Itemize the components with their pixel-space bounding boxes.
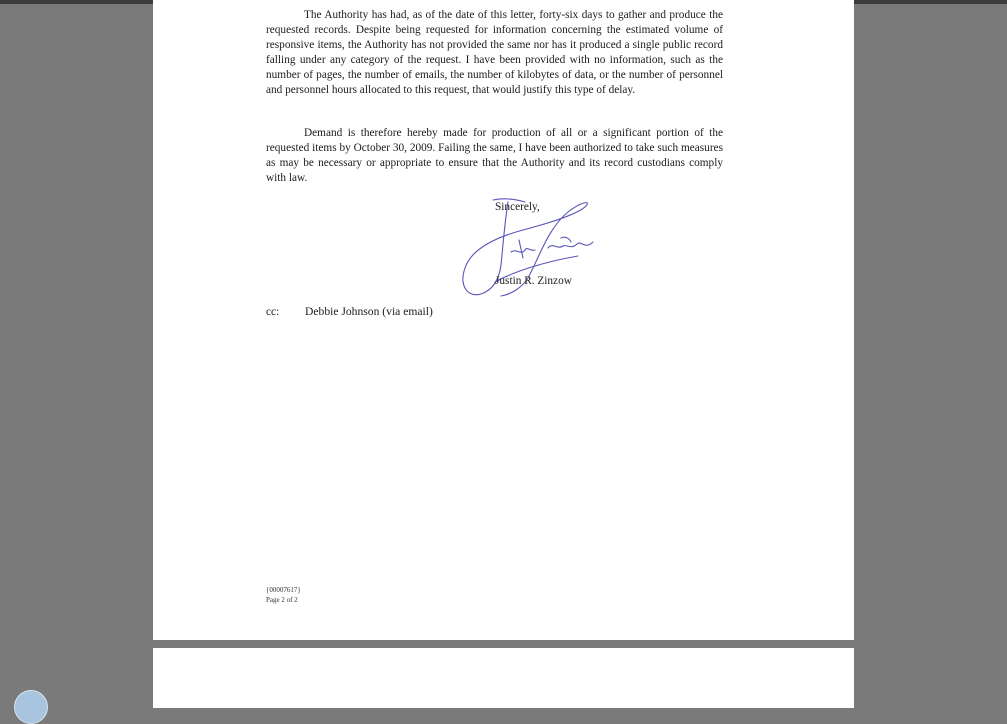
paragraph-delay: The Authority has had, as of the date of this letter, forty-six days to gather and produce the requested records. Despite being requested for information concerning the estimated volume of responsive items, the Authority has not provided the same nor has it produced a single public record falling under any category of the request. I have been provided with no information, such as the number of pages, the number of emails, the number of kilobytes of data, or the number of personnel and personnel hours allocated to this request, that would justify this type of delay.	[266, 9, 723, 96]
page-number: Page 2 of 2	[266, 596, 298, 604]
viewer-control-icon[interactable]	[14, 690, 48, 724]
signature-image	[453, 190, 603, 305]
document-number: {00007617}	[266, 586, 301, 594]
signer-name: Justin R. Zinzow	[495, 275, 572, 287]
next-page	[153, 648, 854, 708]
closing-text: Sincerely,	[495, 201, 540, 213]
cc-label: cc:	[266, 306, 280, 318]
paragraph-demand: Demand is therefore hereby made for production of all or a significant portion of the requested items by October 30, 2009. Failing the same, I have been authorized to take such measures as may be necessary or appropriate to ensure that the Authority and its record custodians comply with law.	[266, 127, 723, 184]
document-page	[153, 0, 854, 640]
cc-recipient: Debbie Johnson (via email)	[305, 305, 433, 318]
